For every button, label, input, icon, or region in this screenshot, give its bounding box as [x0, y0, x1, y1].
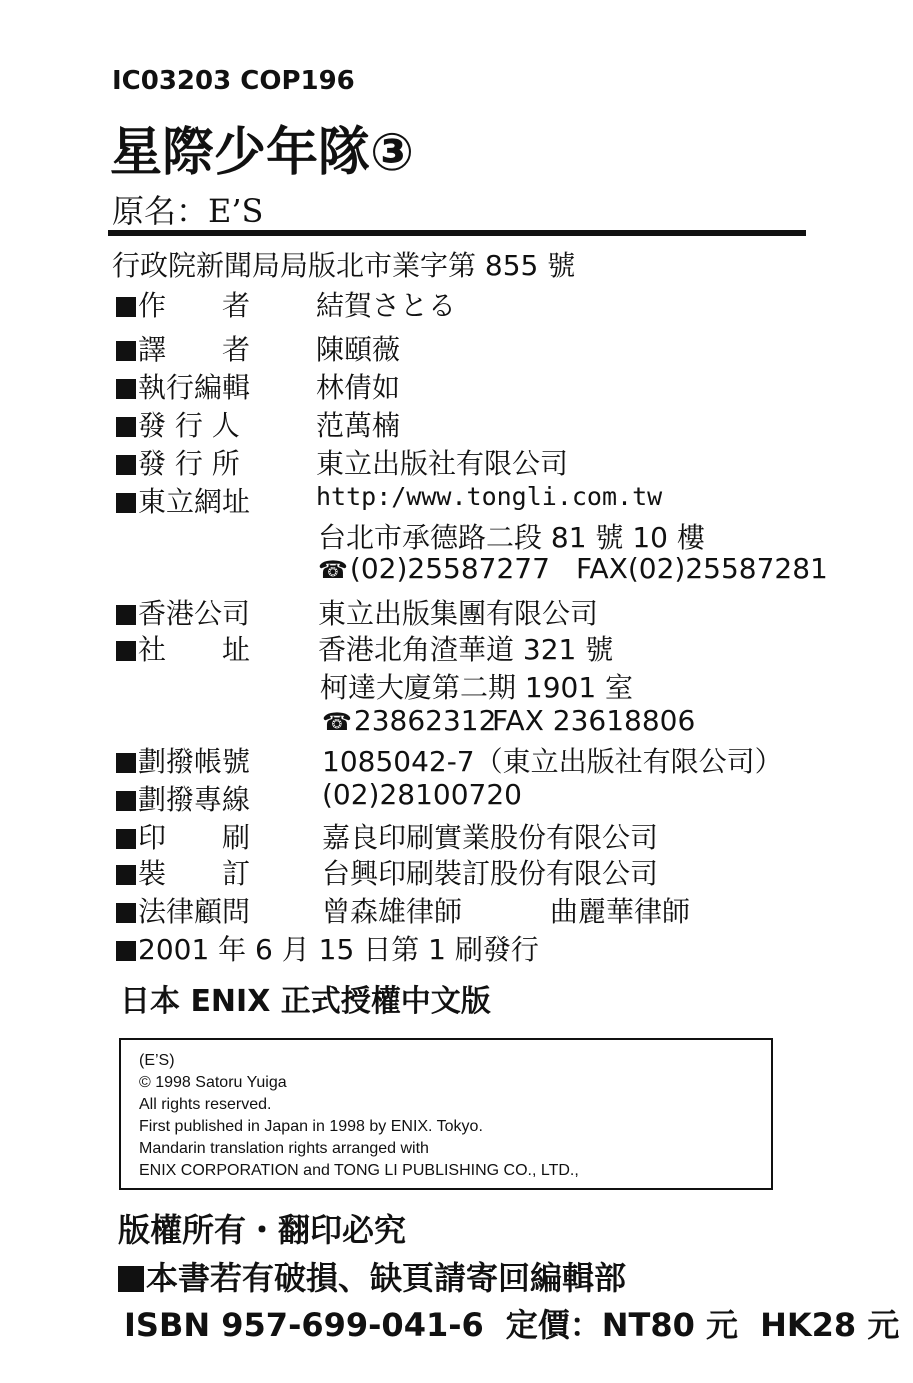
copyright-line: All rights reserved. — [139, 1096, 272, 1113]
credit-value: 范萬楠 — [316, 409, 401, 442]
print-date: 2001 年 6 月 15 日第 1 刷發行 — [138, 933, 539, 966]
bullet-square-icon — [116, 829, 136, 849]
copyright-line: ENIX CORPORATION and TONG LI PUBLISHING CO., LTD., — [139, 1162, 579, 1179]
taiwan-phone: (02)25587277 — [349, 552, 550, 585]
credit-value: (02)28100720 — [322, 778, 522, 811]
bullet-square-icon — [116, 379, 136, 399]
credit-value: 陳頤薇 — [316, 333, 401, 366]
credit-label: 執行編輯 — [138, 371, 251, 404]
bullet-square-icon — [118, 1266, 144, 1292]
phone-icon: ☎ — [322, 708, 352, 736]
credit-value: 嘉良印刷實業股份有限公司 — [322, 821, 659, 854]
copyright-line: Mandarin translation rights arranged with — [139, 1140, 429, 1157]
credit-label: 劃撥專線 — [138, 783, 251, 816]
damaged-notice: 本書若有破損、缺頁請寄回編輯部 — [146, 1259, 627, 1297]
hk-contact — [322, 704, 496, 737]
book-title: 星際少年隊③ — [110, 123, 415, 183]
copyright-line: First published in Japan in 1998 by ENIX. Tokyo. — [139, 1118, 483, 1135]
print-date-row — [116, 928, 539, 968]
copyright-line: (E’S) — [139, 1052, 175, 1069]
bullet-square-icon — [116, 903, 136, 923]
credit-value-2: 曲麗華律師 — [550, 895, 691, 928]
bullet-square-icon — [116, 791, 136, 811]
bullet-square-icon — [116, 865, 136, 885]
credit-label: 印 刷 — [138, 821, 251, 854]
bullet-square-icon — [116, 417, 136, 437]
credit-value: 結賀さとる — [316, 289, 457, 322]
hk-address-line2: 柯達大廈第二期 1901 室 — [320, 671, 634, 704]
product-code: IC03203 COP196 — [112, 66, 355, 96]
divider-rule — [108, 230, 806, 236]
credit-value: 1085042-7（東立出版社有限公司） — [322, 745, 783, 778]
credit-label: 譯 者 — [138, 333, 251, 366]
taiwan-contact — [318, 552, 550, 585]
credit-value: 曾森雄律師 — [322, 895, 463, 928]
bullet-square-icon — [116, 641, 136, 661]
isbn: ISBN 957-699-041-6 — [124, 1306, 484, 1344]
credit-value: 林倩如 — [316, 371, 401, 404]
hk-phone: 23862312 — [353, 704, 497, 737]
bullet-square-icon — [116, 605, 136, 625]
credit-value: 東立出版集團有限公司 — [318, 597, 599, 630]
credit-label: 東立網址 — [138, 485, 251, 518]
credit-label: 發 行 所 — [138, 447, 240, 480]
credit-label: 作 者 — [138, 289, 251, 322]
credit-label: 裝 訂 — [138, 857, 251, 890]
hk-address-line1: 香港北角渣華道 321 號 — [318, 633, 614, 666]
bullet-square-icon — [116, 341, 136, 361]
taiwan-address: 台北市承德路二段 81 號 10 樓 — [318, 521, 705, 554]
credit-label: 劃撥帳號 — [138, 745, 251, 778]
credit-value: 台興印刷裝訂股份有限公司 — [322, 857, 659, 890]
copyright-line: © 1998 Satoru Yuiga — [139, 1074, 287, 1091]
authorization-note: 日本 ENIX 正式授權中文版 — [120, 984, 491, 1019]
isbn-line — [124, 1300, 899, 1346]
license-number: 行政院新聞局局版北市業字第 855 號 — [112, 249, 576, 282]
bullet-square-icon — [116, 941, 136, 961]
hk-fax: FAX 23618806 — [492, 704, 696, 737]
bullet-square-icon — [116, 753, 136, 773]
copyright-box — [119, 1038, 773, 1190]
taiwan-fax: FAX(02)25587281 — [576, 552, 828, 585]
bullet-square-icon — [116, 493, 136, 513]
credit-label: 香港公司 — [138, 597, 251, 630]
original-name: 原名：E’S — [112, 192, 264, 230]
bullet-square-icon — [116, 455, 136, 475]
damaged-notice-row — [118, 1253, 626, 1299]
price-nt: 定價：NT80 元 — [505, 1306, 739, 1344]
credit-label: 社 址 — [138, 633, 251, 666]
bullet-square-icon — [116, 297, 136, 317]
rights-reserved: 版權所有・翻印必究 — [118, 1211, 407, 1249]
credit-label: 法律顧問 — [138, 895, 251, 928]
credit-value: 東立出版社有限公司 — [316, 447, 569, 480]
price-hk: HK28 元 — [760, 1306, 900, 1344]
phone-icon: ☎ — [318, 556, 348, 584]
website-link[interactable]: http:/www.tongli.com.tw — [316, 482, 663, 511]
credit-label: 發 行 人 — [138, 409, 240, 442]
